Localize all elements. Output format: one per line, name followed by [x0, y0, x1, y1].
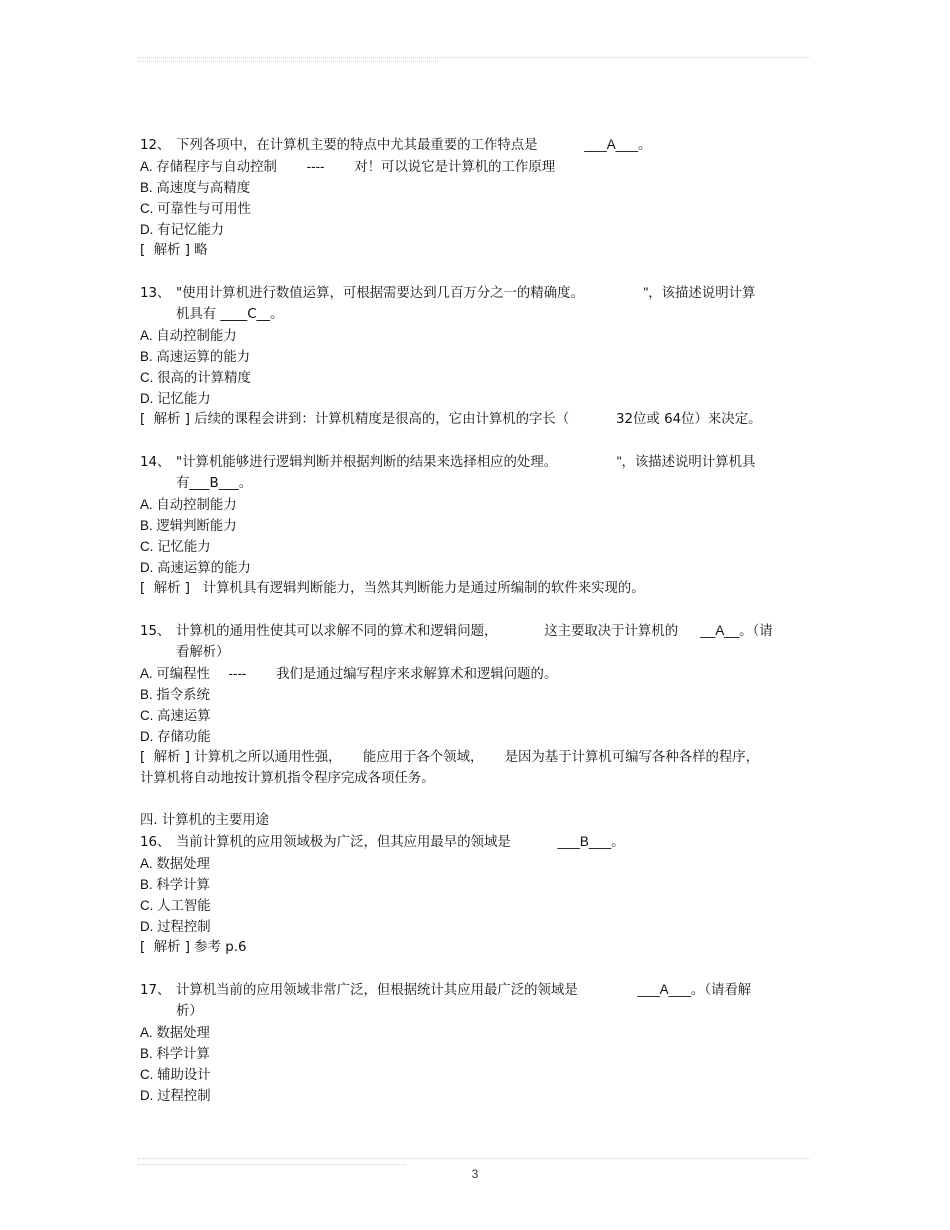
question-block [140, 979, 810, 1106]
question-block [140, 831, 810, 958]
analysis-text: [ 解析 ] 略 [140, 243, 208, 258]
question-text: 计算机的通用性使其可以求解不同的算术和逻辑问题， [176, 624, 498, 639]
answer-option: A. 数据处理 [140, 856, 210, 871]
answer-option: C. 高速运算 [140, 708, 211, 723]
question-stem [140, 620, 810, 642]
question-stem [140, 451, 810, 473]
answer-option: C. 可靠性与可用性 [140, 201, 251, 216]
answer-option: B. 逻辑判断能力 [140, 518, 237, 533]
answer-option: D. 有记忆能力 [140, 222, 225, 237]
analysis-text: [ 解析 ] 计算机具有逻辑判断能力，当然其判断能力是通过所编制的软件来实现的。 [140, 581, 645, 596]
answer-option: B. 高速度与高精度 [140, 180, 251, 195]
answer-option: A. 可编程性 ---- 我们是通过编写程序来求解算术和逻辑问题的。 [140, 666, 558, 681]
analysis-text-continued: 计算机将自动地按计算机指令程序完成各项任务。 [140, 771, 435, 786]
question-continuation: 析） [176, 1004, 203, 1019]
answer-blank: "，该描述说明计算机具 [616, 454, 756, 469]
answer-option: C. 辅助设计 [140, 1067, 211, 1082]
question-block [140, 282, 810, 430]
question-stem [140, 282, 810, 304]
stem-gap [557, 455, 617, 470]
answer-option: B. 高速运算的能力 [140, 349, 251, 364]
question-stem [140, 831, 810, 853]
answer-option: A. 自动控制能力 [140, 497, 237, 512]
answer-option: A. 自动控制能力 [140, 328, 237, 343]
stem-gap [538, 138, 585, 153]
answer-blank: "，该描述说明计算 [643, 285, 756, 300]
answer-option: D. 记忆能力 [140, 391, 211, 406]
stem-gap [578, 983, 638, 998]
question-continuation: 有___B___。 [176, 476, 253, 491]
stem-gap [584, 286, 644, 301]
question-block [140, 451, 810, 599]
answer-blank: ___A___。 [584, 137, 652, 152]
question-text: "使用计算机进行数值运算，可根据需要达到几百万分之一的精确度。 [176, 286, 584, 301]
footer-rule [138, 1158, 810, 1159]
header-rule [138, 57, 810, 58]
analysis-text: [ 解析 ] 参考 p.6 [140, 940, 247, 955]
question-text: 下列各项中，在计算机主要的特点中尤其最重要的工作特点是 [176, 138, 538, 153]
answer-option: B. 指令系统 [140, 687, 210, 702]
answer-option: B. 科学计算 [140, 877, 210, 892]
answer-option: C. 记忆能力 [140, 539, 211, 554]
question-continuation: 看解析） [176, 645, 230, 660]
question-number: 15、 [140, 624, 171, 639]
stem-gap [497, 624, 544, 639]
footer-rule [138, 1164, 406, 1165]
page-number: 3 [471, 1167, 479, 1181]
question-number: 17、 [140, 983, 171, 998]
answer-option: C. 很高的计算精度 [140, 370, 251, 385]
question-stem [140, 979, 810, 1001]
answer-option: D. 过程控制 [140, 1088, 211, 1103]
question-number: 13、 [140, 286, 171, 301]
stem-gap [511, 835, 558, 850]
header-rule [138, 61, 438, 62]
answer-option: A. 存储程序与自动控制 ---- 对！可以说它是计算机的工作原理 [140, 159, 556, 174]
document-body [140, 134, 810, 1106]
question-number: 16、 [140, 835, 171, 850]
answer-option: B. 科学计算 [140, 1046, 210, 1061]
question-stem [140, 134, 810, 156]
question-text: 计算机当前的应用领域非常广泛，但根据统计其应用最广泛的领域是 [176, 983, 578, 998]
answer-option: D. 高速运算的能力 [140, 560, 251, 575]
question-number: 14、 [140, 455, 171, 470]
answer-blank: 这主要取决于计算机的 __A__。（请 [544, 623, 773, 638]
answer-option: A. 数据处理 [140, 1025, 210, 1040]
analysis-text: [ 解析 ] 计算机之所以通用性强， 能应用于各个领域， 是因为基于计算机可编写各种各样的程序， [140, 750, 760, 765]
question-text: 当前计算机的应用领域极为广泛，但其应用最早的领域是 [176, 835, 511, 850]
question-block [140, 134, 810, 261]
answer-blank: ___A___。（请看解 [637, 982, 752, 997]
question-block [140, 620, 810, 789]
question-continuation: 机具有 ____C__。 [176, 307, 284, 322]
answer-option: D. 过程控制 [140, 919, 211, 934]
question-number: 12、 [140, 138, 171, 153]
section-heading: 四. 计算机的主要用途 [140, 813, 270, 828]
question-text: "计算机能够进行逻辑判断并根据判断的结果来选择相应的处理。 [176, 455, 558, 470]
answer-option: C. 人工智能 [140, 898, 211, 913]
answer-option: D. 存储功能 [140, 729, 211, 744]
answer-blank: ___B___。 [557, 834, 625, 849]
analysis-text: [ 解析 ] 后续的课程会讲到：计算机精度是很高的，它由计算机的字长（ 32位或 64位）来决定。 [140, 412, 762, 427]
